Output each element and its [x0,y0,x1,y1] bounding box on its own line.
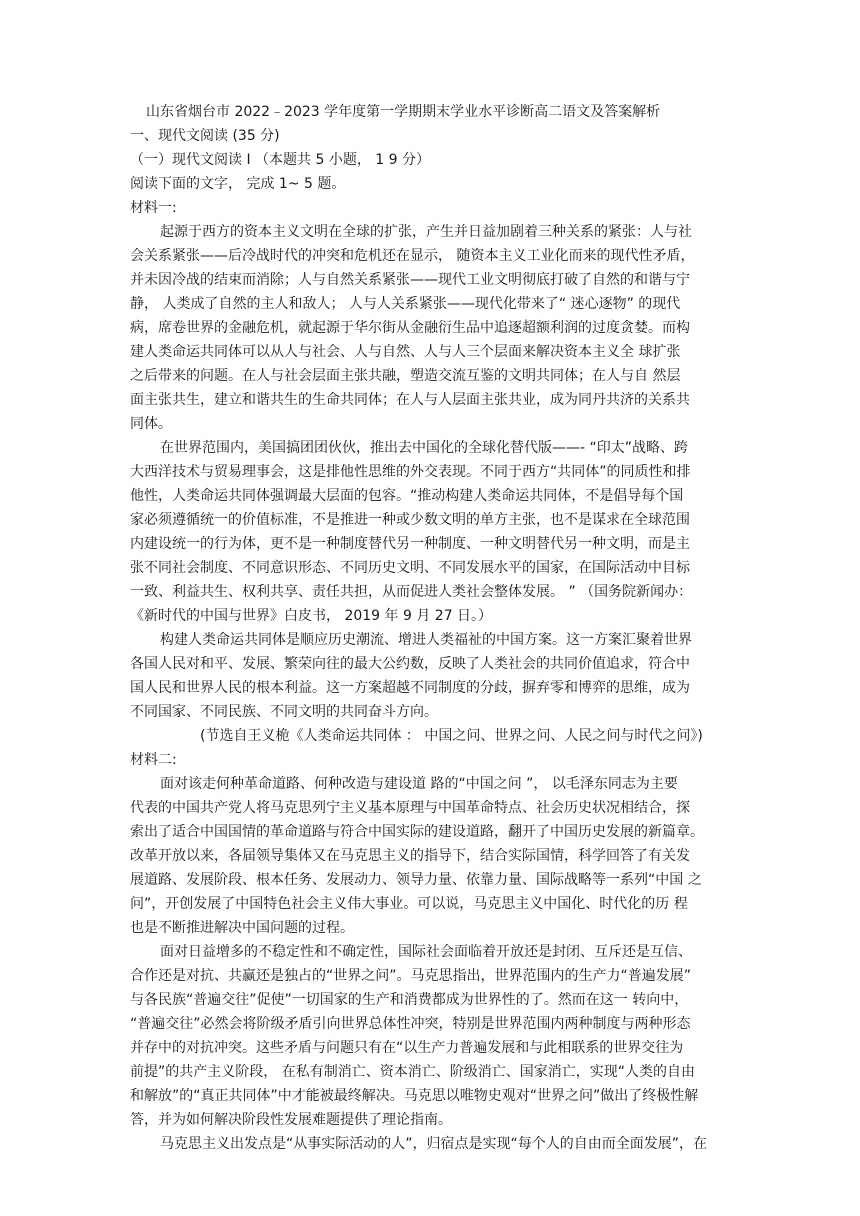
paragraph-line: 国人民和世界人民的根本利益。这一方案超越不同制度的分歧，摒弃零和博弈的思维，成为 [130,680,690,696]
material-one-source: (节选自王义桅《人类命运共同体 ： 中国之问、世界之问、人民之问与时代之问》) [200,728,703,744]
document-title: 山东省烟台市 2022﹣2023 学年度第一学期期末学业水平诊断高二语文及答案解析 [146,104,661,120]
paragraph-line: 在世界范围内，美国搞团团伙伙，推出去中国化的全球化替代版——- “印太”战略、跨 [160,440,689,456]
paragraph-line: 前提”的共产主义阶段， 在私有制消亡、资本消亡、阶级消亡、国家消亡，实现“人类的自由 [130,1064,695,1080]
paragraph-line: 与各民族“普遍交往”促使”一切国家的生产和消费都成为世界性的了。然而在这一 转向中， [130,992,689,1008]
paragraph-line: 《新时代的中国与世界》白皮书， 2019 年 9 月 27 日。） [130,608,493,624]
paragraph-line: 之后带来的问题。在人与社会层面主张共融，塑造交流互鉴的文明共同体；在人与自 然层 [130,368,681,384]
paragraph-line: 内建设统一的行为体，更不是一种制度替代另一种制度、一种文明替代另一种文明，而是主 [130,536,690,552]
paragraph-line: 展道路、发展阶段、根本任务、发展动力、领导力量、依靠力量、国际战略等一系列“中国 之 [130,872,702,888]
paragraph-line: 病，席卷世界的金融危机，就起源于华尔街从金融衍生品中追逐超额利润的过度贪婪。而构 [130,320,690,336]
paragraph-line: 面对该走何种革命道路、何种改造与建设道 路的“中国之问 ”， 以毛泽东同志为主要 [160,776,678,792]
paragraph-line: 并未因冷战的结束而消除；人与自然关系紧张——现代工业文明彻底打破了自然的和谐与宁 [130,272,690,288]
paragraph-line: 和解放”的“真正共同体”中才能被最终解决。马克思以唯物史观对“世界之问”做出了终极性解 [130,1088,699,1104]
paragraph-line: 马克思主义出发点是“从事实际活动的人”，归宿点是实现“每个人的自由而全面发展”，在 [160,1136,708,1152]
paragraph-line: “普遍交往”必然会将阶级矛盾引向世界总体性冲突，特别是世界范围内两种制度与两种形态 [130,1016,691,1032]
paragraph-line: 同体。 [130,416,172,432]
paragraph-line: 建人类命运共同体可以从人与社会、人与自然、人与人三个层面来解决资本主义全 球扩张 [130,344,681,360]
paragraph-line: 改革开放以来，各届领导集体又在马克思主义的指导下，结合实际国情，科学回答了有关发 [130,848,690,864]
paragraph-line: 索出了适合中国国情的革命道路与符合中国实际的建设道路，翻开了中国历史发展的新篇章。 [130,824,704,840]
paragraph-line: 不同国家、不同民族、不同文明的共同奋斗方向。 [130,704,438,720]
paragraph-line: 答，并为如何解决阶段性发展难题提供了理论指南。 [130,1112,452,1128]
paragraph-line: 起源于西方的资本主义文明在全球的扩张，产生并日益加剧着三种关系的紧张：人与社 [160,224,692,240]
section-heading: 一、现代文阅读 (35 分) [130,128,280,144]
paragraph-line: 一致、利益共生、权利共享、责任共担，从而促进人类社会整体发展。 ” （国务院新闻办： [130,584,693,600]
paragraph-line: 静， 人类成了自然的主人和敌人； 人与人关系紧张——现代化带来了“ 迷心逐物” 的现代 [130,296,681,312]
paragraph-line: 合作还是对抗、共赢还是独占的“世界之问”。马克思指出，世界范围内的生产力“普遍发展” [130,968,692,984]
paragraph-line: 面对日益增多的不稳定性和不确定性，国际社会面临着开放还是封闭、互斥还是互信、 [160,944,692,960]
paragraph-line: 代表的中国共产党人将马克思列宁主义基本原理与中国革命特点、社会历史状况相结合，探 [130,800,690,816]
paragraph-line: 他性，人类命运共同体强调最大层面的包容。“推动构建人类命运共同体，不是倡导每个国 [130,488,684,504]
material-one-label: 材料一: [130,200,177,216]
paragraph-line: 会关系紧张——后冷战时代的冲突和危机还在显示， 随资本主义工业化而来的现代性矛盾， [130,248,695,264]
paragraph-line: 也是不断推进解决中国问题的过程。 [130,920,354,936]
subsection-heading: （一）现代文阅读 Ⅰ （本题共 5 小题， 1 9 分） [130,152,431,168]
paragraph-line: 并存中的对抗冲突。这些矛盾与问题只有在“以生产力普遍发展和与此相联系的世界交往为 [130,1040,684,1056]
instruction-text: 阅读下面的文字， 完成 1~ 5 题。 [130,176,346,192]
paragraph-line: 问”，开创发展了中国特色社会主义伟大事业。可以说，马克思主义中国化、时代化的历 程 [130,896,688,912]
paragraph-line: 张不同社会制度、不同意识形态、不同历史文明、不同发展水平的国家，在国际活动中目标 [130,560,690,576]
material-two-label: 材料二: [130,752,177,768]
paragraph-line: 家必须遵循统一的价值标准，不是推进一种或少数文明的单方主张，也不是谋求在全球范围 [130,512,690,528]
paragraph-line: 大西洋技术与贸易理事会，这是排他性思维的外交表现。不同于西方“共同体”的同质性和排 [130,464,691,480]
paragraph-line: 面主张共生，建立和谐共生的生命共同体；在人与人层面主张共业，成为同丹共济的关系共 [130,392,690,408]
paragraph-line: 构建人类命运共同体是顺应历史潮流、增进人类福祉的中国方案。这一方案汇聚着世界 [160,632,692,648]
paragraph-line: 各国人民对和平、发展、繁荣向往的最大公约数，反映了人类社会的共同价值追求，符合中 [130,656,690,672]
